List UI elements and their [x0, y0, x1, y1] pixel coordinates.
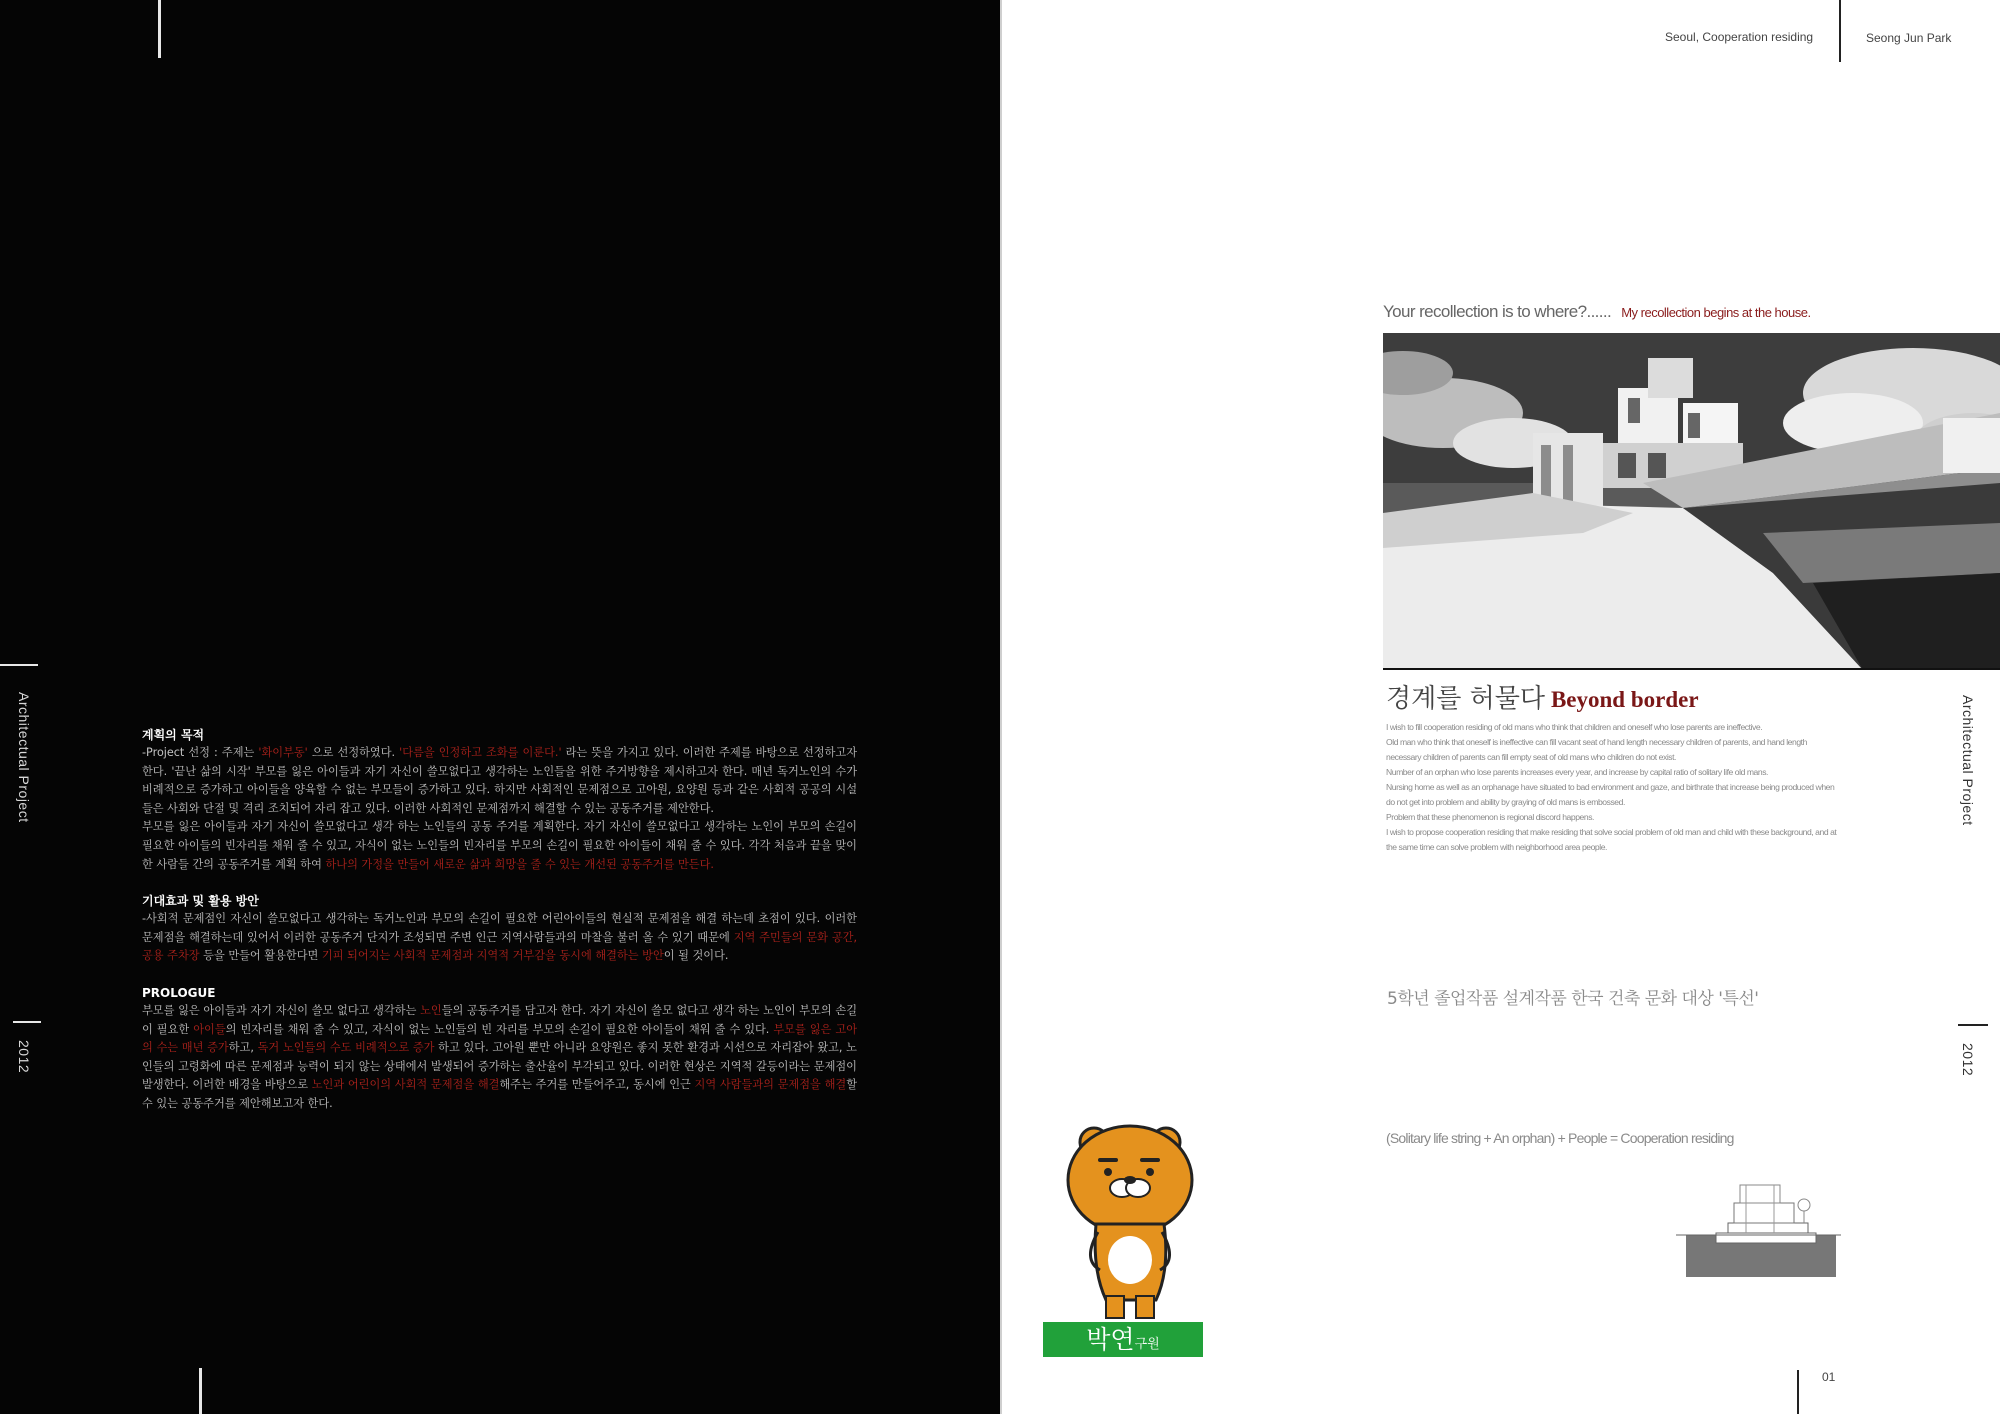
highlight-text: '화이부동' — [258, 746, 308, 759]
title-english: Beyond border — [1550, 687, 1699, 712]
body-text-run: 들의 공동주거를 담고자 한다. 자기 자신이 쓸모 없다고 생각 하는 노인이 부모의 손길이 필요한 — [142, 1003, 857, 1036]
name-badge — [1043, 1322, 1203, 1357]
body-text-run: -Project 선정 : 주제는 — [142, 746, 259, 759]
body-text-run: 부모를 잃은 아이들과 자기 자신이 쓸모없다고 생각 하는 노인들의 공동 주거를 계획한다. 자기 자신이 쓸모없다고 생각하는 노인이 부모의 손길이 필요한 아이들의 빈자리를 채워 줄 수 있고, 자식이 없는 노인들의 빈자리를 부모의 손길이 필요한 아이들이 채워 줄 수 있다. 각각 처음과 끝을 맞이한 사람들 간의 공동주거를 계획 하여 — [142, 820, 857, 871]
recollection-question: Your recollection is to where?...... — [1383, 302, 1612, 321]
header-location: Seoul, Cooperation residing — [1665, 30, 1814, 44]
title-korean: 경계를 허물다 — [1386, 684, 1545, 714]
section-paragraph — [142, 818, 857, 874]
side-mark-line — [0, 664, 38, 666]
description-line: Nursing home as well as an orphanage have situated to bad environment and gaze, and birthrate that increase being produced when do not get into problem and ability by graying of old mans is embossed. — [1386, 782, 1835, 807]
concept-formula: (Solitary life string + An orphan) + People = Cooperation residing — [1386, 1130, 1734, 1146]
recollection-answer: My recollection begins at the house. — [1621, 305, 1811, 320]
description-line: I wish to fill cooperation residing of old mans who think that children and oneself who lose parents are ineffective. — [1386, 722, 1763, 732]
award-text: 5학년 졸업작품 설계작품 한국 건축 문화 대상 '특선' — [1387, 989, 1759, 1009]
section-title: PROLOGUE — [142, 985, 216, 1000]
section-paragraph — [142, 1002, 857, 1114]
header-author: Seong Jun Park — [1866, 31, 1952, 45]
recollection-line — [1383, 302, 1811, 322]
top-tick-line — [158, 0, 161, 58]
character-illustration — [1062, 1120, 1202, 1320]
body-text-run: 할 수 있는 공동주거를 제안해보고자 한다. — [142, 1078, 857, 1110]
project-title — [1386, 678, 1699, 715]
section-title: 계획의 목적 — [142, 728, 205, 742]
badge-suffix: 구원 — [1134, 1337, 1160, 1352]
description-line: I wish to propose cooperation residing that make residing that solve social problem of old man and child with these background, and at the same time can solve problem with neighborhood area people. — [1386, 827, 1837, 852]
page-number-line — [1797, 1370, 1799, 1414]
description-line: Problem that these phenomenon is regional discord happens. — [1386, 812, 1594, 822]
bottom-tick-line — [199, 1368, 202, 1414]
year-mark-line — [13, 1021, 41, 1023]
section-paragraph — [142, 744, 857, 818]
highlight-text: 부모를 잃은 고아의 수는 매년 증가 — [142, 1022, 857, 1055]
highlight-text: '다름을 인정하고 조화를 이룬다.' — [399, 746, 562, 759]
page-number: 01 — [1822, 1370, 1836, 1384]
body-text — [142, 726, 857, 1114]
building-render-image — [1383, 333, 2000, 670]
body-text-run: 의 빈자리를 채워 줄 수 있고, 자식이 없는 노인들의 빈 자리를 부모의 손길이 필요한 아이들이 채워 줄 수 있다. — [225, 1022, 774, 1036]
badge-name: 박연 — [1086, 1325, 1135, 1354]
section-sketch-image — [1676, 1175, 1841, 1280]
project-description — [1386, 720, 1841, 855]
side-label: Architectual Project — [16, 692, 32, 823]
body-text-run: 하고 있다. 고아원 뿐만 아니라 요양원은 좋지 못한 환경과 시선으로 자리잡아 왔고, 노인들의 고령화에 따른 문제점과 능력이 되지 않는 상태에서 발생되어 증가하는 출산율이 부각되고 있다. 이러한 현상은 지역적 갈등이라는 문제점이 발생한다. 이러한 배경을 바탕으로 — [142, 1041, 857, 1092]
page-divider — [1000, 0, 1002, 1414]
section-paragraph — [142, 910, 857, 966]
right-page — [1000, 0, 2000, 1414]
body-text-run: -사회적 문제점인 자신이 쓸모없다고 생각하는 독거노인과 부모의 손길이 필요한 어린아이들의 현실적 문제점을 해결 하는데 초점이 있다. 이러한 문제점을 해결하는데 있어서 이러한 공동주거 단지가 조성되면 주변 인근 지역사람들과의 마찰을 불러 올 수 있기 때문에 — [142, 912, 857, 944]
description-line: Old man who think that oneself is ineffective can fill vacant seat of hand length necessary children of parents, and hand length necessary children of parents can fill empty seat of old mans who children do not exist. — [1386, 737, 1807, 762]
highlight-text: 지역 주민들의 문화 공간, 공용 주차장 — [142, 930, 858, 963]
highlight-text: 독거 노인들의 수도 비례적으로 증가 — [257, 1041, 435, 1055]
body-text-run: 등을 만들어 활용한다면 — [199, 949, 322, 963]
section-title: 기대효과 및 활용 방안 — [142, 894, 259, 909]
header-divider — [1839, 0, 1841, 62]
highlight-text: 지역 사람들과의 문제점을 해결 — [694, 1078, 847, 1092]
side-mark-line — [1958, 1024, 1988, 1026]
body-text-run: 부모를 잃은 아이들과 자기 자신이 쓸모 없다고 생각하는 — [142, 1003, 421, 1017]
description-line: Number of an orphan who lose parents increases every year, and increase by capital ratio of solitary life old mans. — [1386, 767, 1768, 777]
highlight-text: 아이들 — [193, 1022, 226, 1036]
side-year: 2012 — [16, 1040, 32, 1074]
body-text-run: 이 될 것이다. — [663, 949, 729, 963]
body-text-run: 해주는 주거를 만들어주고, 동시에 인근 — [499, 1078, 695, 1092]
side-year: 2012 — [1960, 1043, 1976, 1077]
highlight-text: 하나의 가정을 만들어 새로운 삶과 희망을 줄 수 있는 개선된 공동주거를 만든다. — [325, 857, 714, 871]
side-label: Architectual Project — [1960, 695, 1976, 826]
body-text-run: 으로 선정하였다. — [307, 746, 400, 759]
highlight-text: 기피 되어지는 사회적 문제점과 지역적 거부감을 동시에 해결하는 방안 — [321, 949, 664, 963]
highlight-text: 노인 — [420, 1003, 442, 1017]
body-text-run: 라는 뜻을 가지고 있다. 이러한 주제를 바탕으로 선정하고자 한다. '끝난 삶의 시작' 부모를 잃은 아이들과 자기 자신이 쓸모없다고 생각하는 노인들을 위한 주거방향을 제시하고자 한다. 매년 독거노인의 수가 비례적으로 증가하고 아이들을 양육할 수 없는 부모들이 증가하고 있다. 하지만 사회적인 문제점으로 고아원, 요양원 등과 같은 사회적 공공의 시설들은 사회와 단절 및 격리 조치되어 자리 잡고 있다. 이러한 사회적인 문제점까지 해결할 수 있는 공동주거를 제안한다. — [142, 746, 857, 815]
body-text-run: 하고, — [228, 1041, 258, 1055]
highlight-text: 노인과 어린이의 사회적 문제점을 해결 — [311, 1078, 500, 1092]
